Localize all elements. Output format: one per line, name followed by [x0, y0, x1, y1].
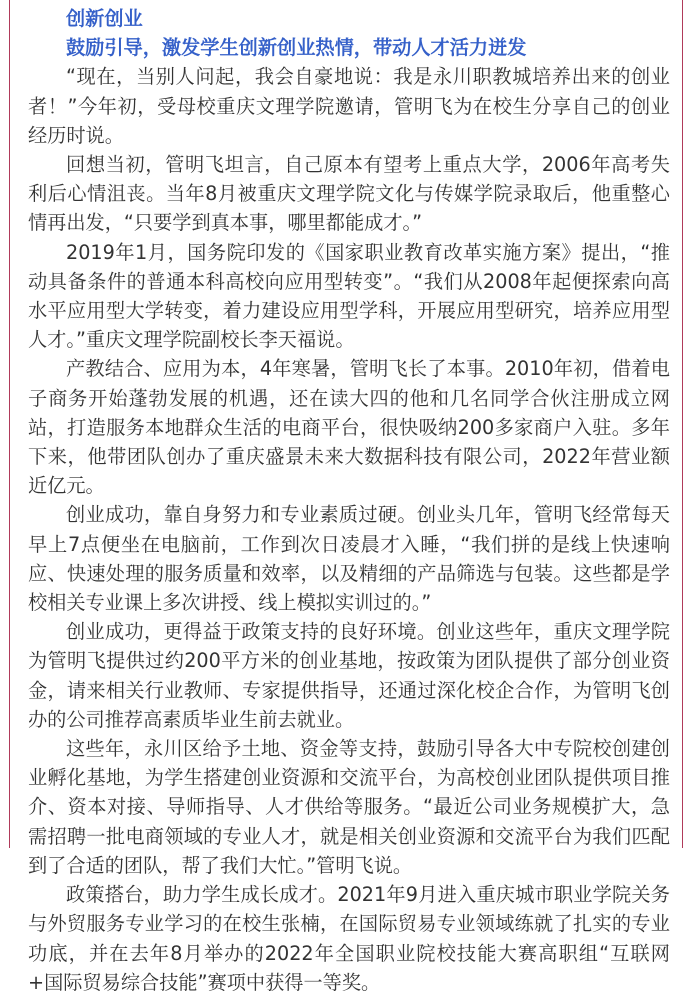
article-body — [28, 4, 670, 997]
section-title: 创新创业 — [66, 7, 143, 30]
paragraph: 回想当初，管明飞坦言，自己原本有望考上重点大学，2006年高考失利后心情沮丧。当年8月被重庆文理学院文化与传媒学院录取后，他重整心情再出发，“只要学到真本事，哪里都能成才。” — [28, 153, 670, 235]
paragraph: 2019年1月，国务院印发的《国家职业教育改革实施方案》提出，“推动具备条件的普通本科高校向应用型转变”。“我们从2008年起便探索向高水平应用型大学转变，着力建设应用型学科，开展应用型研究，培养应用型人才。”重庆文理学院副校长李天福说。 — [28, 240, 670, 352]
paragraph: “现在，当别人问起，我会自豪地说：我是永川职教城培养出来的创业者！”今年初，受母校重庆文理学院邀请，管明飞为在校生分享自己的创业经历时说。 — [28, 65, 670, 147]
paragraph: 产教结合、应用为本，4年寒暑，管明飞长了本事。2010年初，借着电子商务开始蓬勃发展的机遇，还在读大四的他和几名同学合伙注册成立网站，打造服务本地群众生活的电商平台，很快吸纳200多家商户入驻。多年下来，他带团队创办了重庆盛景未来大数据科技有限公司，2022年营业额近亿元。 — [28, 357, 670, 498]
paragraph: 创业成功，更得益于政策支持的良好环境。创业这些年，重庆文理学院为管明飞提供过约200平方米的创业基地，按政策为团队提供了部分创业资金，请来相关行业教师、专家提供指导，还通过深化校企合作，为管明飞创办的公司推荐高素质毕业生前去就业。 — [28, 620, 670, 731]
paragraph: 这些年，永川区给予土地、资金等支持，鼓励引导各大中专院校创建创业孵化基地，为学生搭建创业资源和交流平台，为高校创业团队提供项目推介、资本对接、导师指导、人才供给等服务。“最近公司业务规模扩大，急需招聘一批电商领域的专业人才，就是相关创业资源和交流平台为我们匹配到了合适的团队，帮了我们大忙。”管明飞说。 — [28, 737, 670, 877]
paragraph: 政策搭台，助力学生成长成才。2021年9月进入重庆城市职业学院关务与外贸服务专业学习的在校生张楠，在国际贸易专业领域练就了扎实的专业功底，并在去年8月举办的2022年全国职业院校技能大赛高职组“互联网+国际贸易综合技能”赛项中获得一等奖。 — [28, 883, 670, 994]
paragraph: 创业成功，靠自身努力和专业素质过硬。创业头几年，管明飞经常每天早上7点便坐在电脑前，工作到次日凌晨才入睡，“我们拼的是线上快速响应、快速处理的服务质量和效率，以及精细的产品筛选与包装。这些都是学校相关专业课上多次讲授、线上模拟实训过的。” — [28, 503, 670, 615]
section-subtitle: 鼓励引导，激发学生创新创业热情，带动人才活力迸发 — [66, 36, 527, 60]
